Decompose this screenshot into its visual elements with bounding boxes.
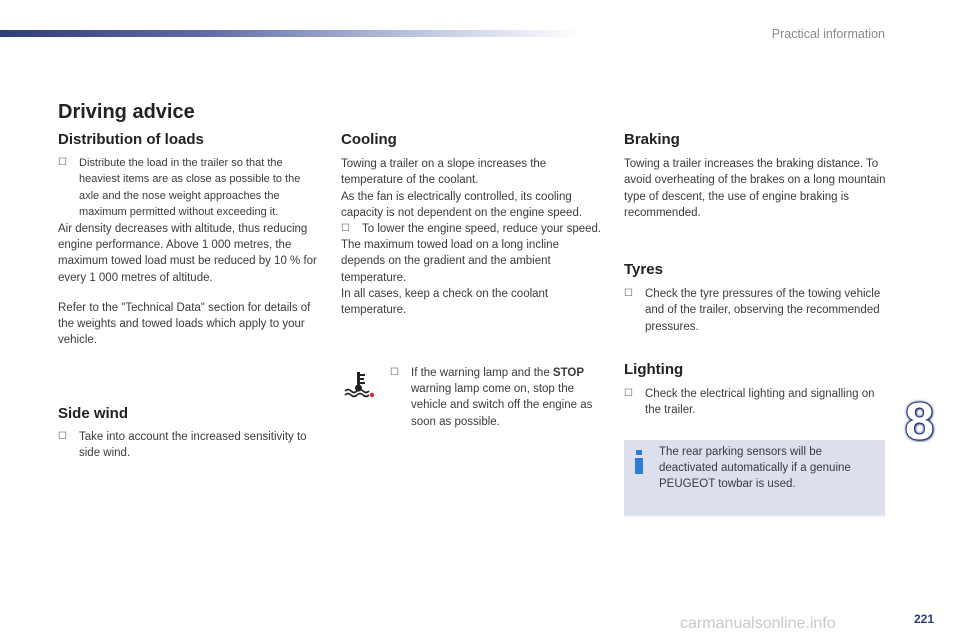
bullet-marker-icon: ☐ [624,288,633,300]
braking-section [624,132,886,221]
info-note-box [624,440,885,517]
cooling-heading: Cooling [341,131,397,148]
cooling-paragraph-3: The maximum towed load on a long incline depends on the gradient and the ambient temperature. [341,239,559,284]
altitude-paragraph: Air density decreases with altitude, thus reducing engine performance. Above 1 000 metres, the maximum towed load must be reduced by 10 % for every 1 000 metres of altitude. [58,223,317,284]
distribution-heading: Distribution of loads [58,131,204,148]
lighting-section [624,362,886,419]
braking-heading: Braking [624,131,680,148]
distribution-bullet-text: Distribute the load in the trailer so that the heaviest items are as close as possible to the axle and the nose weight approaches the maximum permitted without exceeding it. [79,157,301,218]
watermark: carmanualsonline.info [680,615,836,632]
tyres-section [624,262,886,335]
distribution-bullet [58,155,320,220]
warning-post: warning lamp come on, stop the vehicle and switch off the engine as soon as possible. [411,383,593,428]
cooling-section [341,132,603,318]
page-number: 221 [914,612,935,626]
tyres-heading: Tyres [624,261,663,278]
info-icon [634,450,644,474]
bullet-marker-icon: ☐ [624,388,633,400]
header-gradient-bar [0,30,580,37]
coolant-temperature-icon [342,370,376,398]
cooling-paragraph-1: Towing a trailer on a slope increases the temperature of the coolant. [341,158,547,187]
warning-lamp-bullet [390,365,605,430]
bullet-marker-icon: ☐ [341,223,350,235]
side-wind-bullet [58,429,320,461]
technical-data-paragraph: Refer to the "Technical Data" section for details of the weights and towed loads which apply to your vehicle. [58,301,311,347]
lighting-heading: Lighting [624,361,684,378]
lighting-bullet [624,386,886,418]
tyres-bullet-text: Check the tyre pressures of the towing vehicle and of the trailer, observing the recommended pressures. [645,288,881,333]
side-wind-heading: Side wind [58,405,129,422]
section-label: Practical information [771,27,885,41]
bullet-marker-icon: ☐ [58,157,67,169]
warning-pre: If the warning lamp and the [411,367,553,379]
side-wind-bullet-text: Take into account the increased sensitivity to side wind. [79,431,307,460]
stop-label: STOP [552,367,585,379]
page-title: Driving advice [58,101,195,123]
distribution-section [58,132,320,348]
bullet-marker-icon: ☐ [390,367,399,378]
braking-paragraph: Towing a trailer increases the braking distance. To avoid overheating of the brakes on a long mountain type of descent, the use of engine braking is recommended. [624,158,886,219]
cooling-paragraph-4: In all cases, keep a check on the coolant temperature. [341,287,549,317]
bullet-marker-icon: ☐ [58,431,67,443]
cooling-paragraph-2: As the fan is electrically controlled, its cooling capacity is not dependent on the engine speed. [341,190,583,219]
tyres-bullet [624,286,886,335]
info-note-text: The rear parking sensors will be deactivated automatically if a genuine PEUGEOT towbar is used. [659,446,851,491]
side-wind-section [58,406,320,462]
warning-lamp-note [390,365,605,430]
chapter-number: 8 [905,393,934,451]
cooling-bullet [341,221,603,237]
lighting-bullet-text: Check the electrical lighting and signalling on the trailer. [645,388,875,417]
cooling-bullet-text: To lower the engine speed, reduce your speed. [362,223,602,236]
